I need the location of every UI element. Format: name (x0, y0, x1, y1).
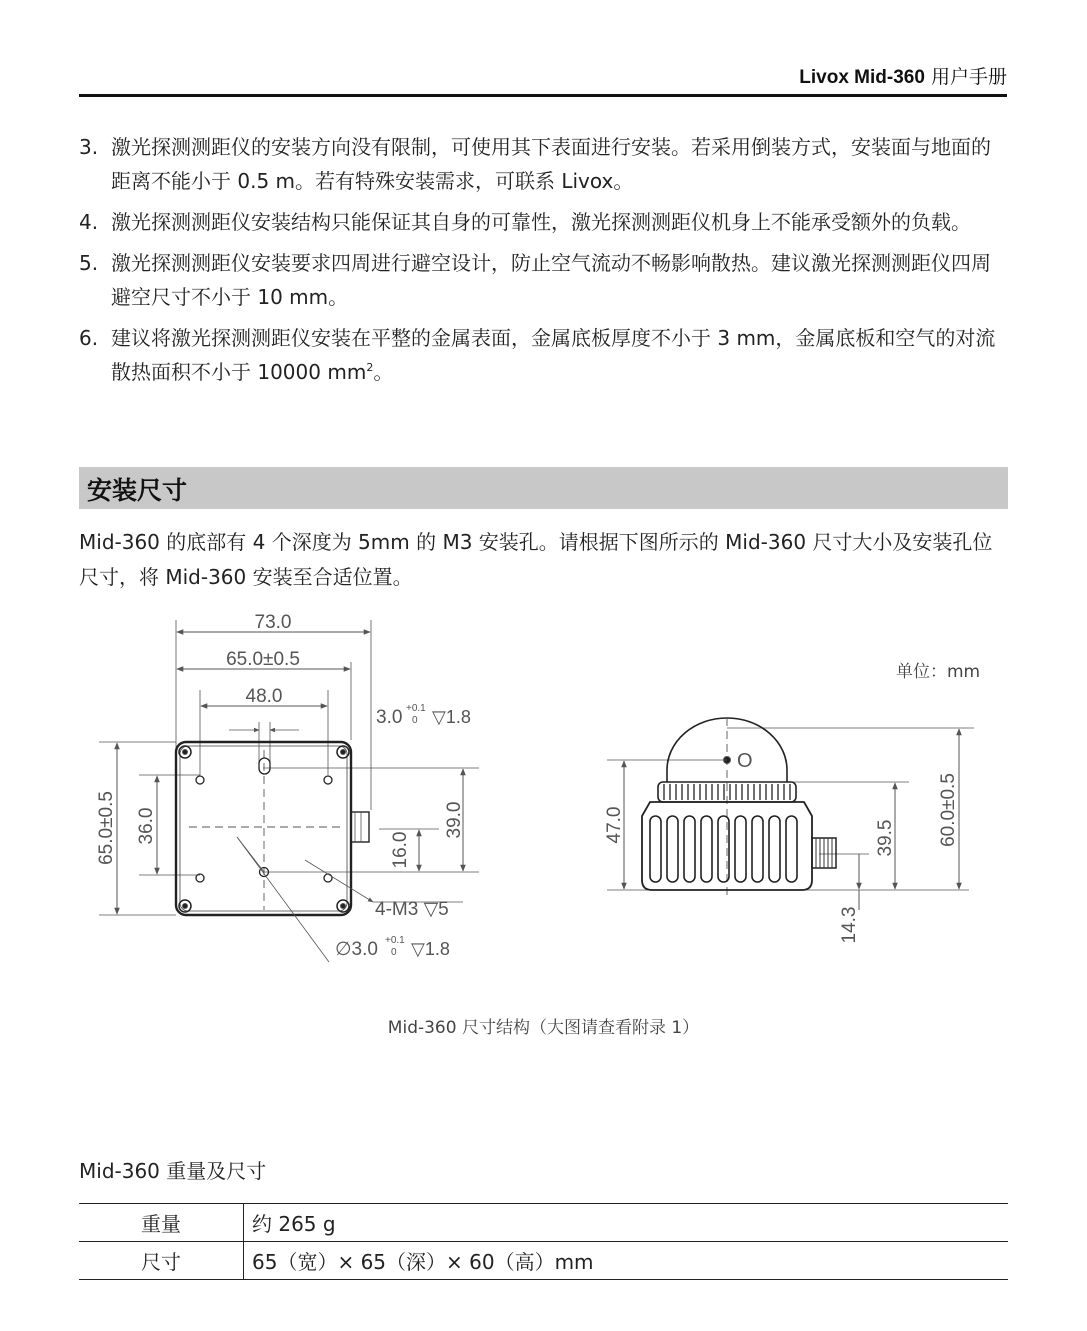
spec-table (79, 1203, 1008, 1280)
dim-height-body: 65.0±0.5 (96, 791, 117, 865)
list-item (79, 130, 1009, 198)
list-item (79, 246, 1009, 314)
list-item-text: 激光探测测距仪的安装方向没有限制，可使用其下表面进行安装。若采用倒装方式，安装面与地面的距离不能小于 0.5 m。若有特殊安装需求，可联系 Livox。 (111, 135, 991, 193)
dim-width-total: 73.0 (254, 612, 292, 633)
list-item-text: 建议将激光探测测距仪安装在平整的金属表面，金属底板厚度不小于 3 mm，金属底板和空气的对流散热面积不小于 10000 mm (111, 326, 996, 384)
dim-diameter: ∅3.0 (335, 939, 378, 960)
dim-height-39-5: 39.5 (875, 819, 896, 857)
dim-pin-tol-plus: +0.1 (406, 703, 426, 714)
dim-pin-tol-zero: 0 (412, 715, 418, 726)
dim-height-47: 47.0 (604, 806, 625, 844)
list-item-text: 激光探测测距仪安装结构只能保证其自身的可靠性，激光探测测距仪机身上不能承受额外的负载。 (111, 210, 971, 234)
table-title: Mid-360 重量及尺寸 (79, 1159, 267, 1183)
dim-height-39: 39.0 (444, 801, 465, 839)
table-cell-value: 约 265 g (244, 1204, 1009, 1242)
origin-label: O (737, 750, 753, 772)
dim-height-60: 60.0±0.5 (938, 773, 959, 847)
dim-pin-depth: ▽1.8 (432, 707, 471, 727)
section-intro: Mid-360 的底部有 4 个深度为 5mm 的 M3 安装孔。请根据下图所示的 Mid-360 尺寸大小及安装孔位尺寸，将 Mid-360 安装至合适位置。 (79, 530, 993, 589)
list-item (79, 321, 1009, 389)
table-cell-key: 尺寸 (79, 1242, 244, 1280)
superscript: 2 (366, 361, 374, 374)
list-item-number: 6. (79, 326, 99, 350)
section-title: 安装尺寸 (87, 476, 188, 505)
page-header (79, 60, 1007, 97)
table-cell-value: 65（宽）× 65（深）× 60（高）mm (244, 1242, 1009, 1280)
header-title (799, 62, 1007, 89)
section-heading-bar (79, 467, 1008, 509)
table-row (79, 1204, 1008, 1242)
dim-pin-hole: 3.0 (376, 707, 403, 728)
dim-connector-14-3: 14.3 (839, 906, 860, 944)
list-item-number: 4. (79, 210, 99, 234)
dim-hole-spacing-y: 36.0 (136, 807, 157, 845)
list-item-number: 3. (79, 135, 99, 159)
table-row (79, 1242, 1008, 1280)
unit-label: 单位：mm (896, 662, 981, 682)
dim-diameter-depth: ▽1.8 (411, 939, 450, 959)
list-item-text: 激光探测测距仪安装要求四周进行避空设计，防止空气流动不畅影响散热。建议激光探测测距仪四周避空尺寸不小于 10 mm。 (111, 251, 991, 309)
dim-height-16: 16.0 (390, 831, 411, 869)
dim-diameter-tol-plus: +0.1 (385, 935, 405, 946)
dim-width-body: 65.0±0.5 (226, 649, 300, 670)
header-doc: 用户手册 (930, 66, 1007, 88)
list-item (79, 205, 1009, 239)
list-item-number: 5. (79, 251, 99, 275)
dim-screw-holes: 4-M3 ▽5 (375, 899, 449, 920)
install-notes-list (79, 130, 1009, 396)
dim-hole-spacing-x: 48.0 (245, 686, 283, 707)
dimension-drawing (79, 610, 989, 970)
list-item-tail: 。 (373, 360, 394, 384)
figure-caption: Mid-360 尺寸结构（大图请查看附录 1） (387, 1018, 700, 1038)
header-product: Livox Mid-360 (799, 67, 925, 88)
dim-diameter-tol-zero: 0 (391, 947, 397, 958)
table-cell-key: 重量 (79, 1204, 244, 1242)
side-view (607, 718, 974, 910)
